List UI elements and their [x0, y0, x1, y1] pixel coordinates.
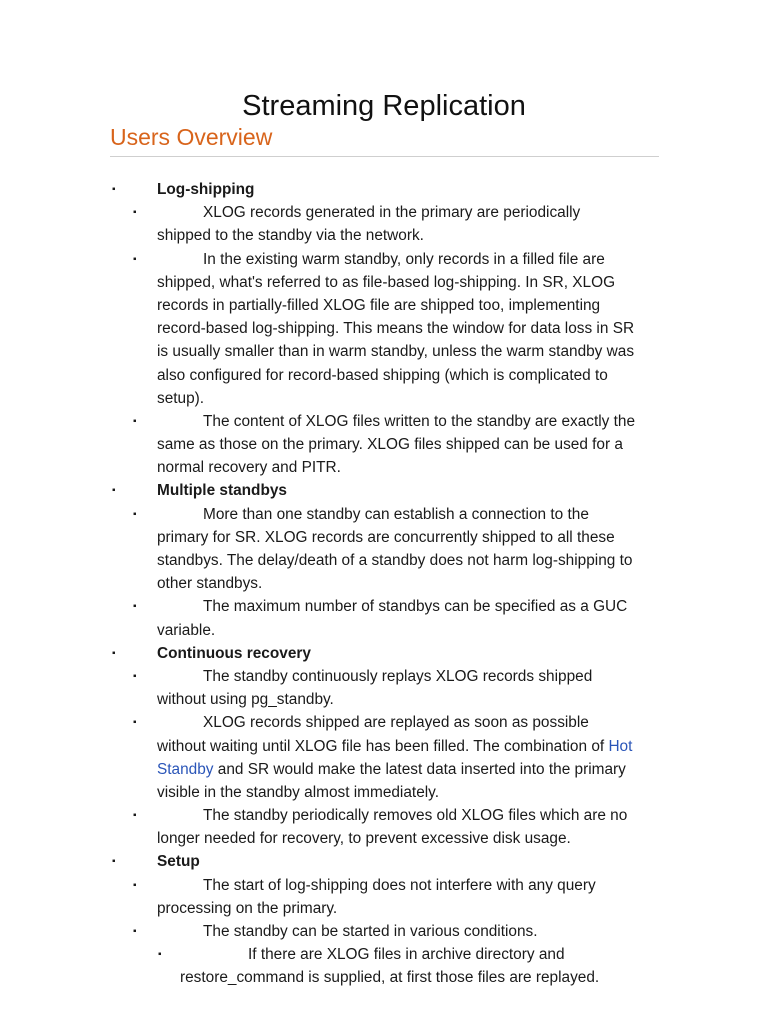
- square-bullet-icon: ▪: [133, 926, 137, 937]
- list-item: ▪ The content of XLOG files written to the standby are exactly the: [0, 410, 768, 433]
- list-item-text: setup).: [157, 389, 205, 407]
- list-item-text: also configured for record-based shipping (which is complicated to: [157, 366, 608, 384]
- list-item-text: other standbys.: [157, 575, 263, 593]
- square-bullet-icon: ▪: [112, 647, 116, 659]
- list-item-text: variable.: [157, 621, 216, 639]
- list-item-text: restore_command is supplied, at first those files are replayed.: [180, 969, 600, 987]
- list-item-text: without using pg_standby.: [157, 691, 334, 709]
- list-item: ▪ XLOG records generated in the primary are periodically: [0, 201, 768, 224]
- list-item-text: record-based log-shipping. This means the window for data loss in SR: [157, 320, 635, 338]
- list-item: ▪ In the existing warm standby, only records in a filled file are: [0, 248, 768, 271]
- hot-standby-link[interactable]: Hot: [608, 737, 633, 755]
- outline-list: [0, 178, 768, 990]
- square-bullet-icon: ▪: [133, 415, 137, 427]
- list-item-text: standbys. The delay/death of a standby does not harm log-shipping to: [157, 552, 633, 569]
- list-item-text: without waiting until XLOG file has been filled. The combination of Hot: [157, 737, 633, 755]
- list-item-text: normal recovery and PITR.: [157, 459, 341, 477]
- page-title: Streaming Replication: [242, 90, 526, 122]
- list-item-heading: ▪ Log-shipping: [0, 178, 768, 201]
- list-item-heading: ▪ Setup: [0, 850, 768, 873]
- list-item: ▪ The start of log-shipping does not interfere with any query: [0, 874, 768, 897]
- list-item-text: shipped to the standby via the network.: [157, 227, 424, 245]
- list-item-text: is usually smaller than in warm standby, unless the warm standby was: [157, 343, 635, 361]
- list-item-text: shipped, what's referred to as file-based log-shipping. In SR, XLOG: [157, 273, 616, 291]
- square-bullet-icon: ▪: [133, 508, 137, 520]
- header-divider: [110, 156, 659, 157]
- square-bullet-icon: ▪: [133, 253, 137, 265]
- list-item-text: records in partially-filled XLOG file are shipped too, implementing: [157, 296, 601, 314]
- square-bullet-icon: ▪: [133, 879, 137, 891]
- list-item: ▪ The standby continuously replays XLOG records shipped: [0, 665, 768, 688]
- list-item-heading: ▪ Continuous recovery: [0, 642, 768, 665]
- section-subtitle: Users Overview: [110, 124, 273, 150]
- list-item-heading: ▪ Multiple standbys: [0, 479, 768, 502]
- hot-standby-link-continued[interactable]: Standby: [157, 760, 214, 778]
- square-bullet-icon: ▪: [133, 810, 137, 822]
- list-item-text: primary for SR. XLOG records are concurrently shipped to all these: [157, 528, 615, 546]
- list-item-text: same as those on the primary. XLOG files shipped can be used for a: [157, 436, 623, 454]
- square-bullet-icon: ▪: [112, 485, 116, 497]
- list-item-text: longer needed for recovery, to prevent excessive disk usage.: [157, 830, 571, 848]
- list-item-nested: ▪ If there are XLOG files in archive directory and: [0, 943, 768, 966]
- list-item: ▪ XLOG records shipped are replayed as soon as possible: [0, 711, 768, 734]
- list-item: ▪ The maximum number of standbys can be specified as a GUC: [0, 595, 768, 618]
- square-bullet-icon: ▪: [133, 601, 137, 613]
- list-item-text: Standby and SR would make the latest data inserted into the primary: [157, 760, 626, 778]
- square-bullet-icon: ▪: [112, 856, 116, 868]
- list-item-text: visible in the standby almost immediately.: [157, 783, 439, 801]
- square-bullet-icon: ▪: [133, 207, 137, 219]
- square-bullet-icon: ▪: [112, 184, 116, 195]
- square-bullet-icon: ▪: [133, 670, 137, 682]
- square-bullet-icon: ▪: [133, 717, 137, 729]
- list-item: ▪ The standby can be started in various conditions.: [0, 920, 768, 943]
- list-item-text: processing on the primary.: [157, 899, 338, 917]
- list-item: ▪ More than one standby can establish a connection to the: [0, 503, 768, 526]
- square-bullet-icon: ▪: [158, 949, 162, 961]
- list-item: ▪ The standby periodically removes old XLOG files which are no: [0, 804, 768, 827]
